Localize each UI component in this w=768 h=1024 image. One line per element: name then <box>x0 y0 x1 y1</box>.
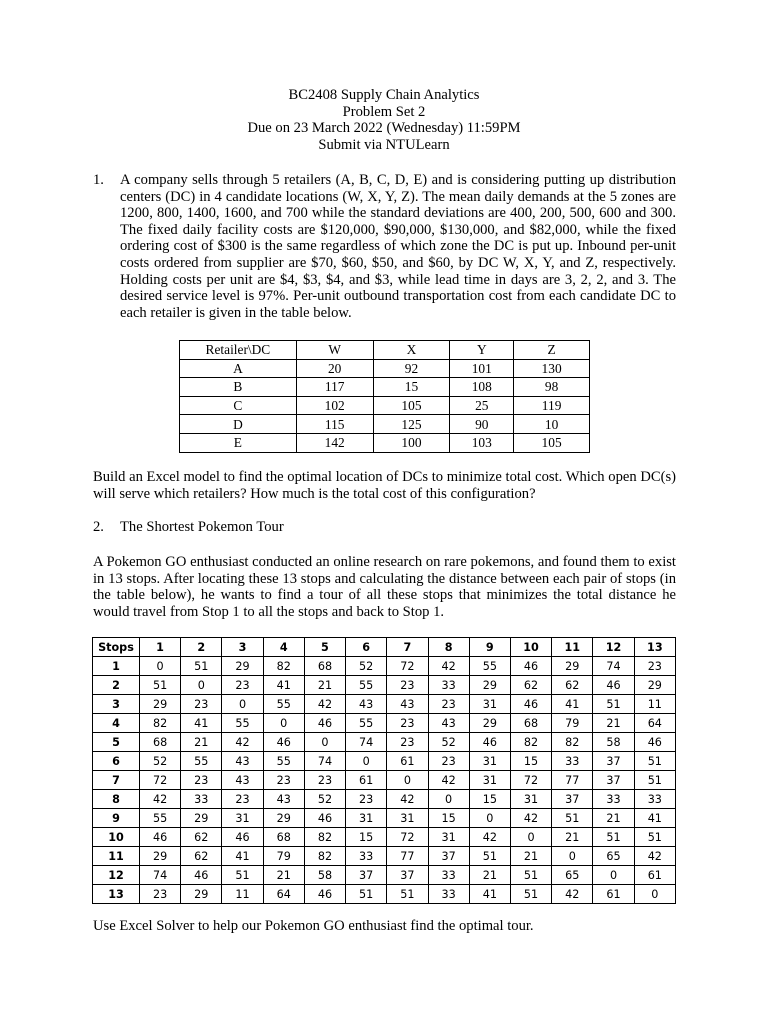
course-title: BC2408 Supply Chain Analytics <box>288 87 480 103</box>
table-cell: 0 <box>263 714 304 733</box>
table-cell: 0 <box>222 695 263 714</box>
table-cell: 72 <box>139 771 180 790</box>
row-header-cell: 7 <box>93 771 140 790</box>
table-cell: 42 <box>387 790 428 809</box>
table-cell: 115 <box>296 415 373 434</box>
question-1-prompt: Build an Excel model to find the optimal location of DCs to minimize total cost. Which open DC(s) will serve which retailers? How much is the total cost of this configuration? <box>93 469 676 502</box>
table-cell: 42 <box>428 771 469 790</box>
table-cell: 68 <box>304 657 345 676</box>
table-cell: 51 <box>510 885 551 904</box>
table-cell: 46 <box>222 828 263 847</box>
table-cell: 42 <box>552 885 593 904</box>
table-cell: 51 <box>469 847 510 866</box>
table-cell: 21 <box>469 866 510 885</box>
table-row <box>93 866 676 885</box>
table-cell: 21 <box>510 847 551 866</box>
table-cell: 37 <box>552 790 593 809</box>
table-cell: 105 <box>514 433 590 452</box>
table-cell: 103 <box>450 433 514 452</box>
table-cell: 46 <box>181 866 222 885</box>
table-cell: 31 <box>510 790 551 809</box>
table-cell: 0 <box>510 828 551 847</box>
table-row <box>93 695 676 714</box>
column-header: 11 <box>552 638 593 657</box>
question-1-number: 1. <box>93 172 104 188</box>
table-cell: 51 <box>634 771 675 790</box>
table-cell: 74 <box>304 752 345 771</box>
table-cell: 33 <box>428 676 469 695</box>
table-cell: 31 <box>428 828 469 847</box>
table-cell: 46 <box>304 809 345 828</box>
table-cell: 64 <box>634 714 675 733</box>
table-cell: 0 <box>181 676 222 695</box>
table-cell: 65 <box>552 866 593 885</box>
table-cell: 72 <box>387 828 428 847</box>
row-header-cell: 5 <box>93 733 140 752</box>
question-2-closing: Use Excel Solver to help our Pokemon GO enthusiast find the optimal tour. <box>93 918 534 934</box>
table-cell: 21 <box>593 714 634 733</box>
table-row <box>180 396 590 415</box>
column-header: Y <box>450 341 514 360</box>
table-cell: 29 <box>469 714 510 733</box>
row-header-cell: 3 <box>93 695 140 714</box>
table-cell: 41 <box>634 809 675 828</box>
table-cell: 11 <box>222 885 263 904</box>
table-row <box>93 771 676 790</box>
table-cell: 31 <box>222 809 263 828</box>
row-header-cell: E <box>180 433 297 452</box>
question-2-heading <box>93 519 284 536</box>
table-cell: 23 <box>263 771 304 790</box>
table-cell: 46 <box>510 657 551 676</box>
table-cell: 108 <box>450 378 514 397</box>
table-cell: 46 <box>139 828 180 847</box>
table-cell: 33 <box>634 790 675 809</box>
table-cell: 117 <box>296 378 373 397</box>
table-cell: 142 <box>296 433 373 452</box>
table-cell: 46 <box>469 733 510 752</box>
table-cell: 0 <box>469 809 510 828</box>
table-cell: 64 <box>263 885 304 904</box>
document-header <box>0 87 768 153</box>
column-header: W <box>296 341 373 360</box>
column-header: 7 <box>387 638 428 657</box>
table-row <box>93 714 676 733</box>
table-cell: 33 <box>428 866 469 885</box>
row-header-cell: 1 <box>93 657 140 676</box>
table-cell: 29 <box>181 885 222 904</box>
table-cell: 0 <box>593 866 634 885</box>
table-cell: 82 <box>304 828 345 847</box>
table-cell: 33 <box>428 885 469 904</box>
table-cell: 43 <box>387 695 428 714</box>
table-cell: 23 <box>346 790 387 809</box>
column-header: Retailer\DC <box>180 341 297 360</box>
row-header-cell: A <box>180 359 297 378</box>
table-cell: 61 <box>593 885 634 904</box>
table-cell: 42 <box>304 695 345 714</box>
table-cell: 0 <box>634 885 675 904</box>
table-cell: 68 <box>510 714 551 733</box>
table-cell: 29 <box>263 809 304 828</box>
table-cell: 0 <box>139 657 180 676</box>
table-cell: 58 <box>593 733 634 752</box>
column-header: X <box>373 341 450 360</box>
table-cell: 37 <box>593 752 634 771</box>
table-cell: 82 <box>139 714 180 733</box>
table-cell: 23 <box>181 771 222 790</box>
table-cell: 29 <box>222 657 263 676</box>
table-cell: 62 <box>552 676 593 695</box>
table-cell: 31 <box>469 695 510 714</box>
table-cell: 105 <box>373 396 450 415</box>
table-row <box>180 378 590 397</box>
table-cell: 72 <box>387 657 428 676</box>
table-cell: 23 <box>222 676 263 695</box>
table-cell: 41 <box>181 714 222 733</box>
table-cell: 23 <box>387 733 428 752</box>
table-row <box>93 790 676 809</box>
table-cell: 98 <box>514 378 590 397</box>
table-cell: 62 <box>181 828 222 847</box>
table-cell: 68 <box>263 828 304 847</box>
table-cell: 101 <box>450 359 514 378</box>
column-header: Stops <box>93 638 140 657</box>
table-cell: 25 <box>450 396 514 415</box>
table-cell: 43 <box>263 790 304 809</box>
table-cell: 15 <box>510 752 551 771</box>
row-header-cell: 12 <box>93 866 140 885</box>
table-cell: 0 <box>552 847 593 866</box>
table-cell: 74 <box>139 866 180 885</box>
table-row <box>93 676 676 695</box>
table-header-row <box>93 638 676 657</box>
table-cell: 55 <box>469 657 510 676</box>
table-cell: 46 <box>304 885 345 904</box>
table-cell: 52 <box>139 752 180 771</box>
table-cell: 21 <box>263 866 304 885</box>
table-cell: 51 <box>387 885 428 904</box>
table-cell: 0 <box>428 790 469 809</box>
table-cell: 82 <box>552 733 593 752</box>
table-cell: 42 <box>469 828 510 847</box>
table-cell: 51 <box>222 866 263 885</box>
table-cell: 29 <box>469 676 510 695</box>
row-header-cell: 6 <box>93 752 140 771</box>
table-cell: 33 <box>181 790 222 809</box>
table-row <box>93 828 676 847</box>
table-row <box>180 359 590 378</box>
table-cell: 29 <box>552 657 593 676</box>
table-cell: 23 <box>387 714 428 733</box>
row-header-cell: 2 <box>93 676 140 695</box>
table-cell: 23 <box>139 885 180 904</box>
row-header-cell: D <box>180 415 297 434</box>
column-header: 10 <box>510 638 551 657</box>
column-header: 3 <box>222 638 263 657</box>
column-header: Z <box>514 341 590 360</box>
table-cell: 43 <box>222 771 263 790</box>
table-cell: 0 <box>387 771 428 790</box>
column-header: 8 <box>428 638 469 657</box>
table-row <box>93 885 676 904</box>
row-header-cell: 4 <box>93 714 140 733</box>
table-cell: 15 <box>373 378 450 397</box>
transport-cost-table <box>179 340 590 453</box>
table-cell: 21 <box>552 828 593 847</box>
table-cell: 0 <box>304 733 345 752</box>
table-cell: 90 <box>450 415 514 434</box>
table-row <box>93 733 676 752</box>
table-cell: 55 <box>346 676 387 695</box>
table-cell: 43 <box>428 714 469 733</box>
table-cell: 65 <box>593 847 634 866</box>
table-row <box>93 657 676 676</box>
table-cell: 100 <box>373 433 450 452</box>
table-cell: 68 <box>139 733 180 752</box>
table-cell: 52 <box>346 657 387 676</box>
table-cell: 11 <box>634 695 675 714</box>
table-row <box>93 809 676 828</box>
column-header: 12 <box>593 638 634 657</box>
table-cell: 0 <box>346 752 387 771</box>
table-cell: 23 <box>428 695 469 714</box>
table-cell: 79 <box>552 714 593 733</box>
column-header: 2 <box>181 638 222 657</box>
table-cell: 31 <box>469 771 510 790</box>
table-cell: 119 <box>514 396 590 415</box>
question-2-number: 2. <box>93 519 104 535</box>
table-cell: 23 <box>428 752 469 771</box>
question-2-title: The Shortest Pokemon Tour <box>120 519 284 535</box>
column-header: 1 <box>139 638 180 657</box>
table-cell: 82 <box>304 847 345 866</box>
table-cell: 61 <box>346 771 387 790</box>
table-cell: 29 <box>181 809 222 828</box>
table-cell: 82 <box>510 733 551 752</box>
table-cell: 31 <box>346 809 387 828</box>
table-cell: 41 <box>222 847 263 866</box>
table-cell: 46 <box>593 676 634 695</box>
table-cell: 55 <box>263 695 304 714</box>
table-cell: 23 <box>634 657 675 676</box>
question-2-text: A Pokemon GO enthusiast conducted an online research on rare pokemons, and found them to exist in 13 stops. After locating these 13 stops and calculating the distance between each pair of stops (in the table below), he wants to find a tour of all these stops that minimizes the total distance he would travel from Stop 1 to all the stops and back to Stop 1. <box>93 554 676 620</box>
table-cell: 62 <box>181 847 222 866</box>
table-cell: 74 <box>346 733 387 752</box>
table-cell: 29 <box>139 847 180 866</box>
table-cell: 41 <box>552 695 593 714</box>
table-cell: 42 <box>222 733 263 752</box>
table-cell: 31 <box>387 809 428 828</box>
table-cell: 41 <box>469 885 510 904</box>
table-cell: 51 <box>139 676 180 695</box>
table-cell: 37 <box>428 847 469 866</box>
problem-set-title: Problem Set 2 <box>342 103 426 120</box>
table-cell: 51 <box>181 657 222 676</box>
table-cell: 37 <box>387 866 428 885</box>
table-cell: 72 <box>510 771 551 790</box>
table-cell: 15 <box>428 809 469 828</box>
table-cell: 33 <box>552 752 593 771</box>
table-cell: 42 <box>139 790 180 809</box>
table-cell: 130 <box>514 359 590 378</box>
table-cell: 42 <box>428 657 469 676</box>
column-header: 5 <box>304 638 345 657</box>
table-cell: 79 <box>263 847 304 866</box>
submission-note: Submit via NTULearn <box>318 136 450 153</box>
table-cell: 46 <box>263 733 304 752</box>
table-cell: 29 <box>634 676 675 695</box>
table-cell: 33 <box>593 790 634 809</box>
row-header-cell: 8 <box>93 790 140 809</box>
table-cell: 21 <box>181 733 222 752</box>
table-cell: 23 <box>387 676 428 695</box>
table-cell: 41 <box>263 676 304 695</box>
table-row <box>180 433 590 452</box>
question-1-text: A company sells through 5 retailers (A, B, C, D, E) and is considering putting up distribution centers (DC) in 4 candidate locations (W, X, Y, Z). The mean daily demands at the 5 zones are 1200, 800, 1400, 1600, and 700 while the standard deviations are 400, 200, 500, 600 and 300. The fixed daily facility costs are $120,000, $90,000, $130,000, and $82,000, while the fixed ordering cost of $300 is the same regardless of which zone the DC is put up. Inbound per-unit costs ordered from supplier are $70, $60, $50, and $60, by DC W, X, Y, and Z, respectively. Holding costs per unit are $4, $3, $4, and $3, while lead time in days are 3, 2, 2, and 3. The desired service level is 97%. Per-unit outbound transportation cost from each candidate DC to each retailer is given in the table below. <box>120 172 676 321</box>
row-header-cell: B <box>180 378 297 397</box>
table-cell: 62 <box>510 676 551 695</box>
row-header-cell: 10 <box>93 828 140 847</box>
table-cell: 42 <box>634 847 675 866</box>
table-cell: 51 <box>510 866 551 885</box>
row-header-cell: 9 <box>93 809 140 828</box>
distance-table <box>92 637 676 904</box>
column-header: 6 <box>346 638 387 657</box>
table-cell: 74 <box>593 657 634 676</box>
table-cell: 51 <box>593 695 634 714</box>
table-cell: 15 <box>469 790 510 809</box>
table-cell: 20 <box>296 359 373 378</box>
table-cell: 77 <box>387 847 428 866</box>
table-cell: 125 <box>373 415 450 434</box>
table-cell: 55 <box>181 752 222 771</box>
table-cell: 61 <box>634 866 675 885</box>
table-cell: 52 <box>304 790 345 809</box>
table-row <box>93 847 676 866</box>
table-cell: 46 <box>510 695 551 714</box>
table-row <box>180 415 590 434</box>
table-cell: 46 <box>304 714 345 733</box>
question-1 <box>93 172 676 321</box>
table-cell: 58 <box>304 866 345 885</box>
table-cell: 23 <box>222 790 263 809</box>
table-cell: 42 <box>510 809 551 828</box>
table-cell: 55 <box>346 714 387 733</box>
table-cell: 43 <box>222 752 263 771</box>
table-cell: 82 <box>263 657 304 676</box>
table-cell: 33 <box>346 847 387 866</box>
column-header: 9 <box>469 638 510 657</box>
table-cell: 15 <box>346 828 387 847</box>
table-cell: 55 <box>263 752 304 771</box>
row-header-cell: 13 <box>93 885 140 904</box>
row-header-cell: C <box>180 396 297 415</box>
table-cell: 51 <box>552 809 593 828</box>
table-cell: 52 <box>428 733 469 752</box>
table-cell: 51 <box>346 885 387 904</box>
table-cell: 37 <box>346 866 387 885</box>
due-date: Due on 23 March 2022 (Wednesday) 11:59PM <box>247 120 521 137</box>
table-cell: 10 <box>514 415 590 434</box>
table-cell: 29 <box>139 695 180 714</box>
table-cell: 43 <box>346 695 387 714</box>
column-header: 4 <box>263 638 304 657</box>
table-cell: 92 <box>373 359 450 378</box>
table-cell: 23 <box>304 771 345 790</box>
table-cell: 37 <box>593 771 634 790</box>
table-cell: 51 <box>634 828 675 847</box>
table-cell: 21 <box>593 809 634 828</box>
table-cell: 23 <box>181 695 222 714</box>
table-cell: 61 <box>387 752 428 771</box>
table-cell: 102 <box>296 396 373 415</box>
table-cell: 21 <box>304 676 345 695</box>
table-cell: 51 <box>593 828 634 847</box>
table-cell: 55 <box>139 809 180 828</box>
table-cell: 46 <box>634 733 675 752</box>
table-header-row <box>180 341 590 360</box>
table-row <box>93 752 676 771</box>
row-header-cell: 11 <box>93 847 140 866</box>
table-cell: 31 <box>469 752 510 771</box>
table-cell: 55 <box>222 714 263 733</box>
table-cell: 77 <box>552 771 593 790</box>
column-header: 13 <box>634 638 675 657</box>
table-cell: 51 <box>634 752 675 771</box>
